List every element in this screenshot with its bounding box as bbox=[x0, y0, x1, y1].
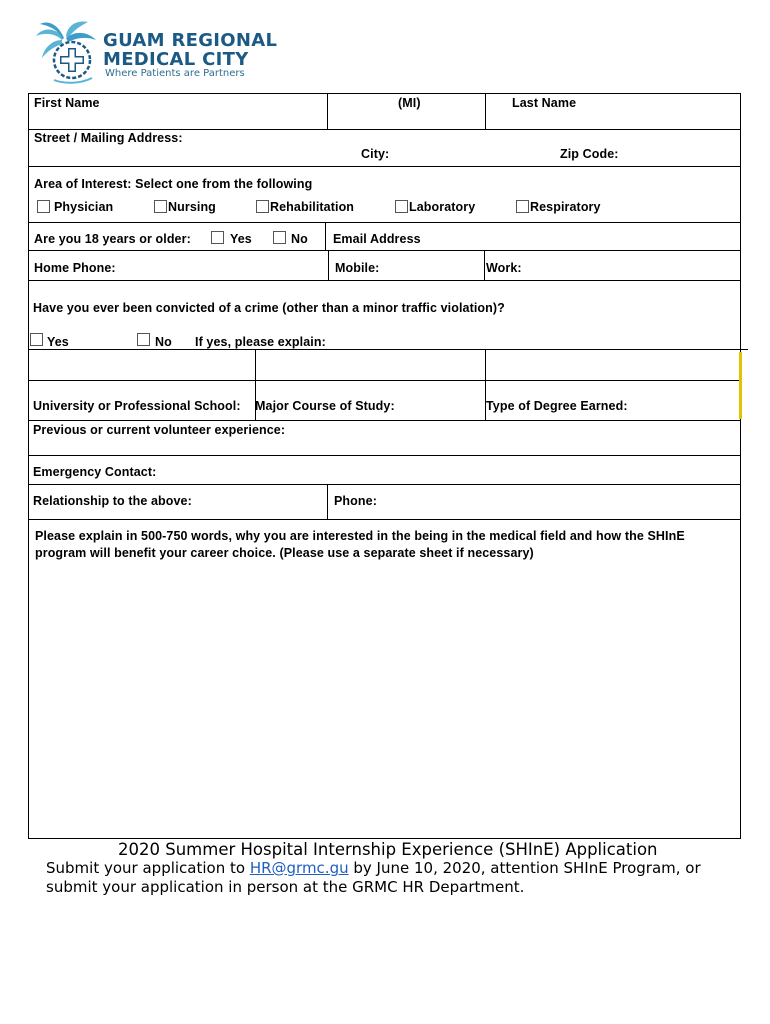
respiratory-checkbox[interactable] bbox=[516, 200, 529, 213]
physician-label: Physician bbox=[54, 200, 114, 214]
logo-name-line1: GUAM REGIONAL bbox=[103, 30, 278, 51]
nursing-label: Nursing bbox=[168, 200, 216, 214]
row-divider bbox=[28, 349, 748, 350]
major-label: Major Course of Study: bbox=[255, 399, 395, 413]
form-border-right bbox=[740, 93, 741, 839]
submit-suffix: by June 10, 2020, attention SHInE Program, or bbox=[348, 859, 701, 877]
divider bbox=[325, 222, 326, 250]
work-label: Work: bbox=[486, 261, 522, 275]
row-divider bbox=[28, 455, 741, 456]
row-divider bbox=[28, 129, 741, 130]
essay-prompt-line2: program will benefit your career choice. (Please use a separate sheet if necessary) bbox=[35, 546, 534, 560]
mi-label: (MI) bbox=[398, 96, 421, 110]
relationship-label: Relationship to the above: bbox=[33, 494, 192, 508]
crime-no-checkbox[interactable] bbox=[137, 333, 150, 346]
age-yes-label: Yes bbox=[230, 232, 252, 246]
divider bbox=[327, 484, 328, 519]
form-border-bottom bbox=[28, 838, 741, 839]
age-no-checkbox[interactable] bbox=[273, 231, 286, 244]
crime-yes-checkbox[interactable] bbox=[30, 333, 43, 346]
nursing-checkbox[interactable] bbox=[154, 200, 167, 213]
laboratory-label: Laboratory bbox=[409, 200, 476, 214]
street-label: Street / Mailing Address: bbox=[34, 131, 183, 145]
hr-email-link[interactable]: HR@grmc.gu bbox=[249, 859, 349, 877]
divider bbox=[327, 93, 328, 129]
zip-label: Zip Code: bbox=[560, 147, 619, 161]
phone-label: Phone: bbox=[334, 494, 377, 508]
application-title: 2020 Summer Hospital Internship Experience (SHInE) Application bbox=[118, 840, 658, 859]
row-divider bbox=[28, 519, 741, 520]
home-phone-label: Home Phone: bbox=[34, 261, 116, 275]
emergency-contact-label: Emergency Contact: bbox=[33, 465, 157, 479]
rehabilitation-checkbox[interactable] bbox=[256, 200, 269, 213]
volunteer-label: Previous or current volunteer experience: bbox=[33, 423, 286, 437]
submit-line bbox=[46, 859, 701, 877]
laboratory-checkbox[interactable] bbox=[395, 200, 408, 213]
row-divider bbox=[28, 222, 741, 223]
email-label: Email Address bbox=[333, 232, 421, 246]
city-label: City: bbox=[361, 147, 390, 161]
form-border-left bbox=[28, 93, 29, 839]
logo-name-line2: MEDICAL CITY bbox=[103, 49, 249, 70]
row-divider bbox=[28, 250, 741, 251]
physician-checkbox[interactable] bbox=[37, 200, 50, 213]
if-yes-explain-label: If yes, please explain: bbox=[195, 335, 326, 349]
mobile-label: Mobile: bbox=[335, 261, 380, 275]
crime-no-label: No bbox=[155, 335, 172, 349]
divider bbox=[485, 93, 486, 129]
logo-tagline: Where Patients are Partners bbox=[105, 68, 245, 79]
highlight-marker bbox=[739, 352, 742, 419]
row-divider bbox=[28, 484, 741, 485]
last-name-label: Last Name bbox=[512, 96, 577, 110]
respiratory-label: Respiratory bbox=[530, 200, 601, 214]
submit-in-person-line: submit your application in person at the GRMC HR Department. bbox=[46, 878, 525, 896]
divider bbox=[328, 250, 329, 280]
area-of-interest-label: Area of Interest: Select one from the following bbox=[34, 177, 313, 191]
row-divider bbox=[28, 420, 741, 421]
row-divider bbox=[28, 280, 741, 281]
rehabilitation-label: Rehabilitation bbox=[270, 200, 355, 214]
university-label: University or Professional School: bbox=[33, 399, 241, 413]
divider bbox=[484, 250, 485, 280]
age-yes-checkbox[interactable] bbox=[211, 231, 224, 244]
degree-label: Type of Degree Earned: bbox=[486, 399, 628, 413]
row-divider bbox=[28, 380, 741, 381]
crime-yes-label: Yes bbox=[47, 335, 69, 349]
row-divider bbox=[28, 166, 741, 167]
age-question-label: Are you 18 years or older: bbox=[34, 232, 191, 246]
first-name-label: First Name bbox=[34, 96, 100, 110]
crime-question-label: Have you ever been convicted of a crime (other than a minor traffic violation)? bbox=[33, 301, 505, 315]
palm-cross-icon bbox=[34, 18, 100, 86]
essay-prompt-line1: Please explain in 500-750 words, why you are interested in the being in the medical field and how the SHInE bbox=[35, 529, 685, 543]
age-no-label: No bbox=[291, 232, 308, 246]
submit-prefix: Submit your application to bbox=[46, 859, 250, 877]
form-border-top bbox=[28, 93, 741, 94]
